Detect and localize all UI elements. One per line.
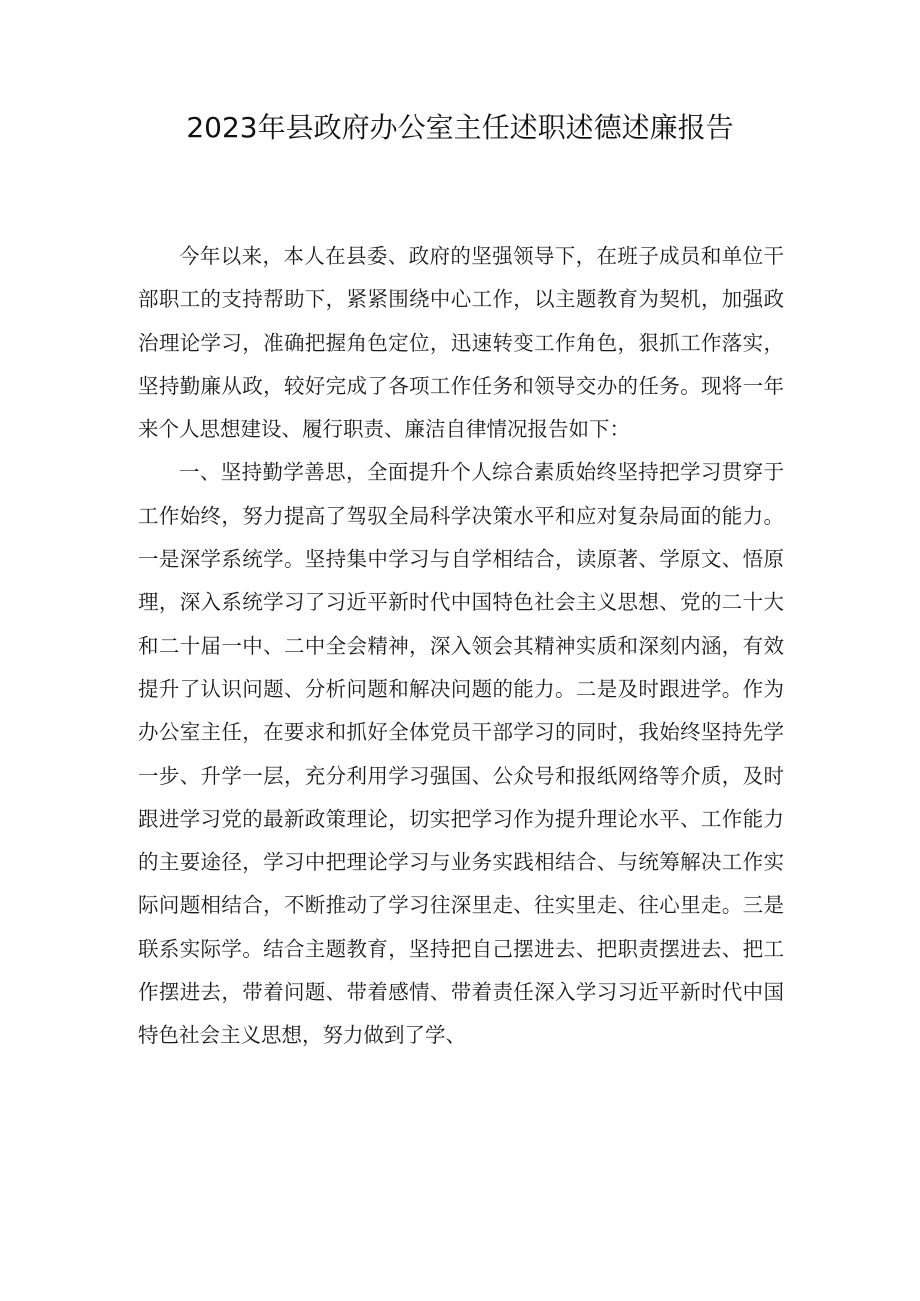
paragraph-intro: 今年以来，本人在县委、政府的坚强领导下，在班子成员和单位干部职工的支持帮助下，紧紧围绕中心工作，以主题教育为契机，加强政治理论学习，准确把握角色定位，迅速转变工作角色，狠抓工作落实，坚持勤廉从政，较好完成了各项工作任务和领导交办的任务。现将一年来个人思想建设、履行职责、廉洁自律情况报告如下： [138, 244, 784, 442]
document-title: 2023年县政府办公室主任述职述德述廉报告 [186, 111, 734, 144]
document-body [138, 235, 784, 1058]
paragraph-section-one: 一、坚持勤学善思，全面提升个人综合素质始终坚持把学习贯穿于工作始终，努力提高了驾驭全局科学决策水平和应对复杂局面的能力。一是深学系统学。坚持集中学习与自学相结合，读原著、学原文、悟原理，深入系统学习了习近平新时代中国特色社会主义思想、党的二十大和二十届一中、二中全会精神，深入领会其精神实质和深刻内涵，有效提升了认识问题、分析问题和解决问题的能力。二是及时跟进学。作为办公室主任，在要求和抓好全体党员干部学习的同时，我始终坚持先学一步、升学一层，充分利用学习强国、公众号和报纸网络等介质，及时跟进学习党的最新政策理论，切实把学习作为提升理论水平、工作能力的主要途径，学习中把理论学习与业务实践相结合、与统筹解决工作实际问题相结合，不断推动了学习往深里走、往实里走、往心里走。三是联系实际学。结合主题教育，坚持把自己摆进去、把职责摆进去、把工作摆进去，带着问题、带着感情、带着责任深入学习习近平新时代中国特色社会主义思想，努力做到了学、 [138, 460, 784, 1048]
